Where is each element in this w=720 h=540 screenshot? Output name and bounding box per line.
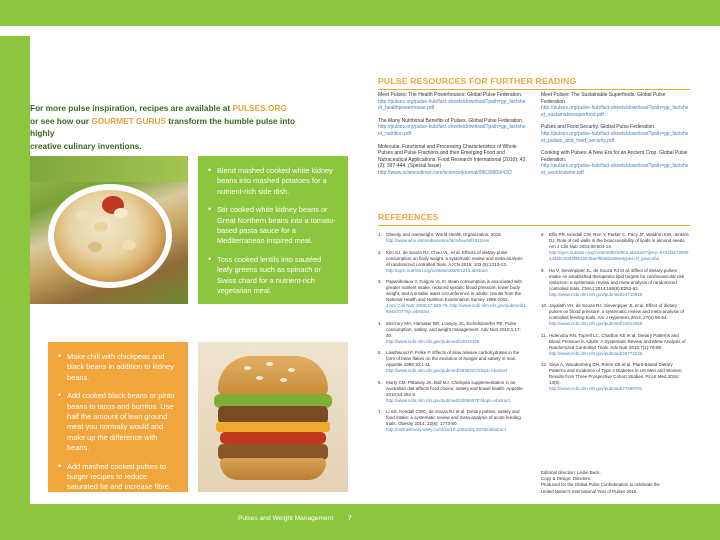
gourmet-gurus-link[interactable]: GOURMET GURUS (91, 115, 167, 126)
reference-link[interactable]: J Am Coll Nutr 2008;27:569-76. http://www.ncbi.nlm.nih.gov/pubmed/18845707?sp=abstract (386, 303, 526, 314)
reference-link[interactable]: http://www.ncbi.nlm.nih.gov/pubmed/26773236 (549, 350, 643, 356)
reference-number: 1. (378, 232, 382, 237)
reference-text (386, 409, 527, 433)
tomato-layer (220, 432, 326, 444)
footer-title: Pulses and Weight Management (238, 515, 334, 522)
reference-number: 5. (378, 350, 382, 355)
resource-link[interactable]: http://pulses.org/pulse-hub/fact-sheets/download?path=gp_factsheet_healthpowerhouse.pdf (378, 98, 526, 112)
reference-item (378, 321, 527, 345)
resource-item (541, 124, 690, 144)
reference-item (378, 279, 527, 315)
reference-number: 6. (378, 379, 382, 385)
reference-item (541, 362, 690, 392)
burger-photo (198, 342, 348, 492)
page-footer (0, 504, 720, 540)
credits-block (541, 470, 690, 495)
credit-line: Copy & Design: Dinx4nm. (541, 476, 592, 482)
resources-col-right (541, 92, 690, 183)
reference-text (386, 232, 527, 244)
reference-link[interactable]: http://www.ncbi.nlm.nih.gov/pubmed/22043448 (386, 338, 480, 344)
reference-citation: Papanikolaou Y, Fulgoni VL III. Bean consumption is associated with greater nutrient intake, reduced systolic blood pressure, lower body weight, and a smaller waist circumference in adults: results from the National Health and Nutrition Examination Survey 1999-2002. (386, 279, 523, 302)
reference-text (549, 303, 690, 327)
credit-line: Editorial direction: Leslie Beck. (541, 470, 601, 475)
reference-citation: Hidenobu RN, Toprell LC, Charlton KE et al. Dietary Patterns and Blood Pressure in Adults: A Systematic Review and Meta-Analysis of Randomized Controlled Trials. Adv Nutr 2016;7(1):76-89. (549, 332, 686, 350)
reference-citation: McCrory MA, Hamaker BR, Lovejoy JC, Eichelsdoerfer PE. Pulse consumption, satiety, and weight management. Adv Nutr 2010;1:17-30. (386, 320, 521, 338)
reference-text (386, 279, 527, 315)
reference-number: 4. (378, 320, 382, 326)
bean-piece (76, 210, 90, 220)
bean-piece (94, 222, 108, 232)
resource-text: Molecular, Functional and Processing Characteristics of Whole Pulses and Pulse Fractions and their Emerging Food and Nutraceutical Applications. Food Research International (2010); 43 (2): 397-444. (Special Issue) (378, 143, 526, 170)
resource-link[interactable]: http://www.sciencedirect.com/science/journal/09639969/43/2 (378, 169, 512, 176)
resource-item (378, 92, 527, 112)
sesame-seed (244, 366, 251, 370)
right-white-band (690, 36, 720, 504)
reference-link[interactable]: http://ajcn.nutrition.org/content/103/5/1213.abstract (386, 267, 488, 273)
bean-piece (114, 208, 128, 218)
tip-item: • Add mashed cooked pulses to burger recipes to reduce saturated fat and increase fibre. (58, 462, 178, 493)
reference-citation: Murty CM, Pittaway JK, Ball MJ. Chickpea supplementation in an Australian diet affects food choice, satiety and bowel health. Appetite 2010;54:282-8. (386, 379, 523, 397)
reference-item (541, 333, 690, 357)
reference-citation: Obesity and overweight. World Health Organization, 2016. (386, 232, 502, 237)
reference-item (541, 303, 690, 327)
sesame-seed (280, 378, 287, 382)
resource-text: Meet Pulses: The Sustainable Superfoods. Global Pulse Federation. (541, 92, 666, 105)
reference-link[interactable]: http://www.ncbi.nlm.nih.gov/pubmed/24014659 (549, 321, 643, 326)
intro-line3: creative culinary inventions. (30, 140, 142, 151)
reference-item (378, 380, 527, 404)
sesame-seed (256, 376, 263, 380)
orange-tips-box (48, 342, 188, 492)
reference-citation: Sieja A, Woudenberg DH, Rimm KB et al. Plant-Based Dietary Patterns and Incidence of Type 2 Diabetes in US Men and Women: Results from Three Prospective Cohort Studies. PLoS Med 2016; 13(6). (549, 362, 683, 385)
reference-number: 11. (541, 332, 547, 338)
reference-citation: Ha V, Sievenpiper JL, de Souza RJ et al. Effect of dietary pulses intake on established therapeutic lipid targets for cardiovascular risk reduction: a systematic review and meta-analysis of randomized controlled trials. CMAJ 2014;186(8):E252-62. (549, 267, 685, 291)
resource-link[interactable]: http://pulses.org/pulse-hub/fact-sheets/download?path=gp_factsheet_pulses_and_food_security.pdf (541, 130, 689, 144)
references-header (378, 212, 690, 232)
intro-line1-text: For more pulse inspiration, recipes are available at (30, 103, 233, 113)
credit-line: United Nation's International Year of Pulses 2016. (541, 488, 638, 494)
resource-link[interactable]: http://pulses.org/pulse-hub/fact-sheets/download?path=gp_factsheet_nutrition.pdf (378, 124, 526, 137)
reference-text (386, 250, 527, 274)
intro-paragraph (30, 102, 320, 152)
resource-item (378, 144, 527, 177)
resource-item (378, 118, 527, 138)
reference-number: 9. (541, 267, 545, 273)
reference-number: 2. (378, 249, 382, 255)
page-content (30, 36, 690, 504)
pulses-org-link[interactable]: PULSES.ORG (232, 103, 287, 113)
reference-item (378, 250, 527, 274)
resources-rule (378, 89, 690, 90)
intro-line2-tail: transform the humble pulse into highly (30, 115, 296, 138)
references-col-right (541, 232, 690, 439)
bun-bottom (220, 458, 326, 480)
reference-link[interactable]: http://www.who.int/mediacentre/factsheets/fs311/en/ (386, 238, 490, 243)
references-rule (378, 225, 690, 226)
resources-list (378, 92, 690, 183)
reference-link[interactable]: http://www.ncbi.nlm.nih.gov/pubmed/27299701 (549, 386, 643, 391)
cheese-layer (216, 422, 330, 432)
reference-number: 8. (541, 232, 545, 237)
reference-number: 10. (541, 303, 548, 308)
tip-item: • Stir cooked white kidney beans or Great Northern beans into a tomato-based pasta sauce for a Mediterranean inspired meal. (208, 205, 338, 247)
burger-illustration (214, 356, 332, 478)
tip-item: • Toss cooked lentils into sautéed leafy greens such as spinach or Swiss chard for a nutrient-rich vegetarian meal. (208, 255, 338, 297)
resource-text: Cooking with Pulses: A New Era for an Ancient Crop. Global Pulse Federation. (541, 150, 688, 163)
left-green-band (0, 36, 30, 504)
reference-item (378, 232, 527, 244)
left-column (30, 36, 360, 504)
reference-text (549, 362, 690, 392)
reference-citation: Li SS, Kendall CWC, de Souza RJ et al. Dietary pulses, satiety and food intake: a systematic review and meta-analysis of acute feeding trials. Obesity 2014; 22(8): 1773-80. (386, 409, 521, 426)
intro-line2-text: or see how our (30, 115, 92, 126)
reference-citation: Lawthwood P, Polke P. Effects of slow release carbohydrates in the form of bean flakes on the evolution of hunger and satiety in man. Appetite 1988;10:1-11. (386, 350, 520, 367)
resource-item (541, 92, 690, 118)
tip-item: • Make chili with chickpeas and black beans in addition to kidney beans. (58, 352, 178, 383)
resource-text: The Many Nutritional Benefits of Pulses. Global Pulse Federation. (378, 117, 524, 124)
reference-item (378, 350, 527, 374)
resource-text: Meet Pulses: The Health Powerhouses. Global Pulse Federation. (378, 92, 523, 98)
reference-number: 3. (378, 279, 382, 284)
reference-link[interactable]: http://www.ncbi.nlm.nih.gov/pubmed/2835322?dopt=Abstract (386, 368, 508, 373)
bean-bowl-photo (30, 156, 188, 304)
bean-piece (122, 240, 136, 250)
reference-citation: Ellis PR, Kendall CW, Ren Y, Parker C, Pacy JF, Waldron KW, Jenkins DJ. Role of cell walls in the bioaccessibility of lipids in almond seeds. Am J Clin Nutr 2004;80:604-13. (549, 232, 689, 249)
reference-number: 12. (541, 362, 548, 367)
references-list (378, 232, 690, 439)
reference-link[interactable]: http://www.ncbi.nlm.nih.gov/pubmed/20056870?dopt=Abstract (386, 397, 510, 403)
green-tips-box (198, 156, 348, 304)
reference-text (386, 321, 527, 345)
reference-text (386, 350, 527, 374)
sesame-seed (288, 368, 295, 372)
bean-piece (88, 242, 102, 252)
bun-top (218, 356, 328, 396)
white-gap-band (0, 26, 720, 36)
reference-link[interactable]: http://ajcn.nutrition.org/content/80/3/604.abstract?ijkey=6762fab726054448bc2004f9615049aef9fa6ba58eetype2=tf_ipsecsha (549, 250, 689, 261)
resources-title: PULSE RESOURCES FOR FURTHER READING (378, 76, 577, 86)
sesame-seed (266, 362, 273, 366)
reference-link[interactable]: http://www.ncbi.nlm.nih.gov/pubmed/24710915 (549, 291, 643, 297)
credit-line: Produced for the Global Pulse Confederation to celebrate the (541, 482, 660, 488)
references-col-left (378, 232, 527, 439)
reference-item (378, 409, 527, 433)
resource-link[interactable]: http://pulses.org/pulse-hub/fact-sheets/download?path=gp_factsheet_worldcuisine.pdf (541, 163, 689, 176)
reference-item (541, 232, 690, 262)
reference-number: 7. (378, 409, 382, 414)
reference-text (549, 268, 690, 298)
resources-col-left (378, 92, 527, 183)
reference-text (549, 232, 690, 262)
reference-citation: Kim SJ, de Souza RJ, Choo VL, et al. Effects of dietary pulse consumption on body weight: a systematic review and meta-analysis of randomized controlled trials. AJCN 2016; 103 (5):1213-23. (386, 249, 523, 267)
resource-text: Pulses and Food Security. Global Pulse Federation. (541, 124, 656, 131)
right-column (378, 36, 690, 504)
references-title: REFERENCES (378, 212, 439, 222)
photo-greens-band (30, 156, 188, 182)
reference-item (541, 268, 690, 298)
resource-item (541, 150, 690, 176)
top-green-band (0, 0, 720, 26)
reference-citation: Jayalath VH, de Souza RJ, Sievenpiper JL et al. Effect of dietary pulses on blood pressure: a systematic review and meta-analysis of controlled feeding trials. Am J Hypertens 2014; 27(1):56-64. (549, 303, 684, 320)
reference-link[interactable]: http://onlinelibrary.wiley.com/doi/10.1002/oby.20782/abstract (386, 427, 506, 432)
reference-text (549, 333, 690, 357)
reference-text (386, 380, 527, 404)
tip-item: • Blend mashed cooked white kidney beans into mashed potatoes for a nutrient-rich side dish. (208, 166, 338, 197)
tip-item: • Add cooked black beans or pinto beans to tacos and burritos. Use half the amount of lean ground meat you normally would and make up the difference with beans. (58, 391, 178, 453)
page-number: 7 (348, 515, 352, 522)
resource-link[interactable]: http://pulses.org/pulse-hub/fact-sheets/download?path=gp_factsheet_sustainablesuperfood.pdf (541, 105, 689, 118)
